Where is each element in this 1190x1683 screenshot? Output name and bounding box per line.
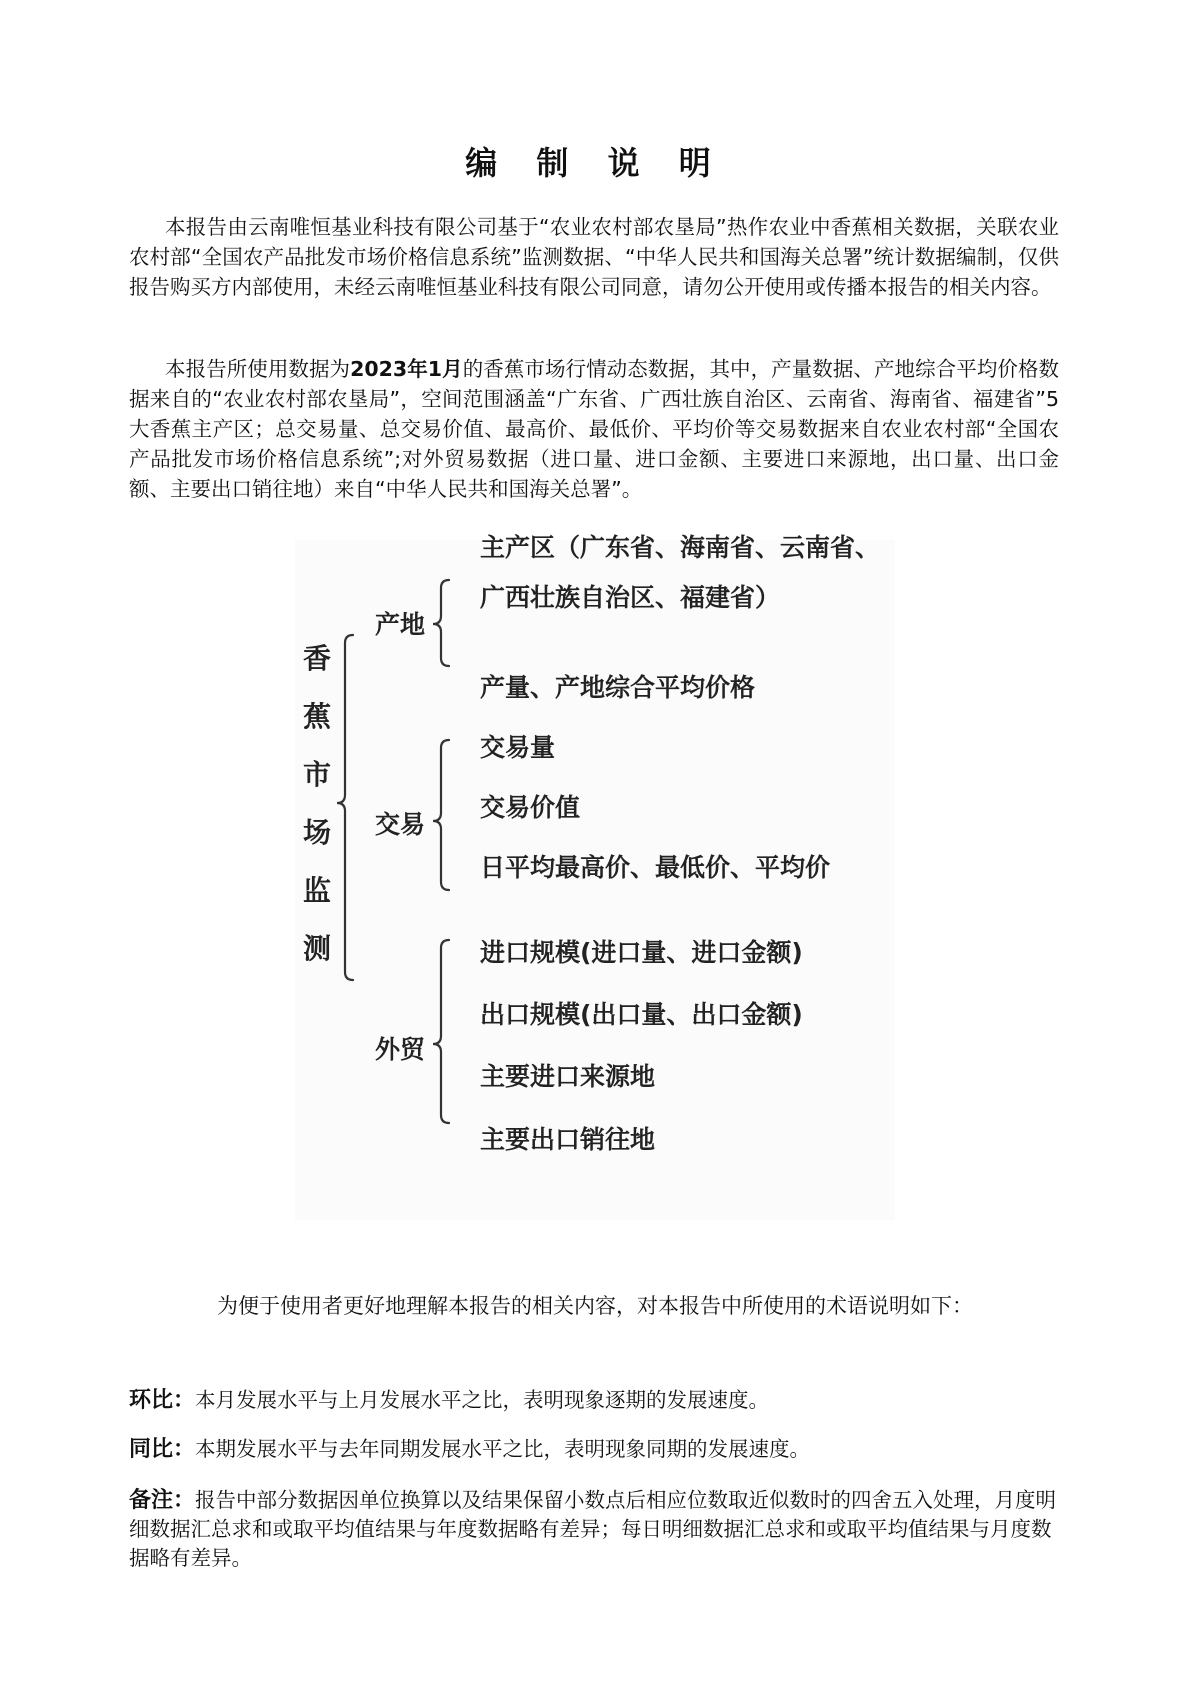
term-note-text: 报告中部分数据因单位换算以及结果保留小数点后相应位数取近似数时的四舍五入处理，月度明细数据汇总求和或取平均值结果与年度数据略有差异；每日明细数据汇总求和或取平均值结果与月度数据略有差异。 — [129, 1488, 1057, 1570]
term-note-label: 备注： — [129, 1488, 196, 1513]
scope-date-highlight: 2023年1月 — [350, 357, 463, 381]
origin-item-output-price: 产量、产地综合平均价格 — [480, 673, 756, 702]
scope-text-after: 的香蕉市场行情动态数据，其中，产量数据、产地综合平均价格数据来自的“农业农村部农垦局”，空间范围涵盖“广东省、广西壮族自治区、云南省、海南省、福建省”5大香蕉主产区；总交易量、总交易价值、最高价、最低价、平均价等交易数据来自农业农村部“全国农产品批发市场价格信息系统”;对外贸易数据（进口量、进口金额、主要进口来源地，出口量、出口金额、主要出口销往地）来自“中华人民共和国海关总署”。 — [129, 357, 1060, 501]
foreign-item-export-destinations: 主要出口销往地 — [480, 1125, 656, 1154]
trade-item-volume: 交易量 — [480, 733, 556, 762]
foreign-trade-bracket — [433, 940, 449, 1123]
trade-item-value: 交易价值 — [480, 793, 581, 822]
origin-bracket — [433, 580, 449, 666]
term-mom-label: 环比： — [129, 1388, 196, 1413]
scope-text-before: 本报告所使用数据为 — [165, 357, 351, 381]
root-char-4: 场 — [303, 816, 332, 849]
origin-item-main-areas-line2: 广西壮族自治区、福建省） — [480, 583, 781, 612]
foreign-item-import-sources: 主要进口来源地 — [480, 1062, 656, 1091]
page-title: 编 制 说 明 — [465, 144, 725, 182]
foreign-item-export-scale: 出口规模(出口量、出口金额) — [480, 1000, 803, 1029]
branch-foreign-trade-label: 外贸 — [375, 1035, 426, 1064]
foreign-item-import-scale: 进口规模(进口量、进口金额) — [480, 938, 803, 967]
trade-item-daily-prices: 日平均最高价、最低价、平均价 — [480, 853, 831, 882]
root-char-5: 监 — [303, 874, 332, 907]
term-mom-text: 本月发展水平与上月发展水平之比，表明现象逐期的发展速度。 — [195, 1388, 770, 1412]
intro-paragraph-source: 本报告由云南唯恒基业科技有限公司基于“农业农村部农垦局”热作农业中香蕉相关数据，关联农业农村部“全国农产品批发市场价格信息系统”监测数据、“中华人民共和国海关总署”统计数据编制，仅供报告购买方内部使用，未经云南唯恒基业科技有限公司同意，请勿公开使用或传播本报告的相关内容。 — [129, 215, 1059, 299]
root-char-6: 测 — [303, 932, 332, 965]
banana-market-monitoring-diagram — [295, 533, 895, 1220]
trade-bracket — [433, 740, 449, 890]
origin-item-main-areas-line1: 主产区（广东省、海南省、云南省、 — [480, 533, 881, 562]
term-note — [129, 1486, 1069, 1573]
main-bracket — [337, 635, 353, 980]
terms-intro: 为便于使用者更好地理解本报告的相关内容，对本报告中所使用的术语说明如下： — [217, 1294, 973, 1318]
branch-trade-label: 交易 — [375, 810, 426, 839]
root-char-3: 市 — [303, 758, 332, 791]
term-yoy-text: 本期发展水平与去年同期发展水平之比，表明现象同期的发展速度。 — [195, 1437, 811, 1461]
root-char-2: 蕉 — [303, 700, 332, 733]
root-char-1: 香 — [303, 642, 332, 675]
intro-paragraph-scope — [129, 354, 1059, 504]
term-yoy — [129, 1435, 1069, 1464]
term-yoy-label: 同比： — [129, 1437, 196, 1462]
term-mom — [129, 1386, 1069, 1415]
branch-origin-label: 产地 — [375, 610, 426, 639]
